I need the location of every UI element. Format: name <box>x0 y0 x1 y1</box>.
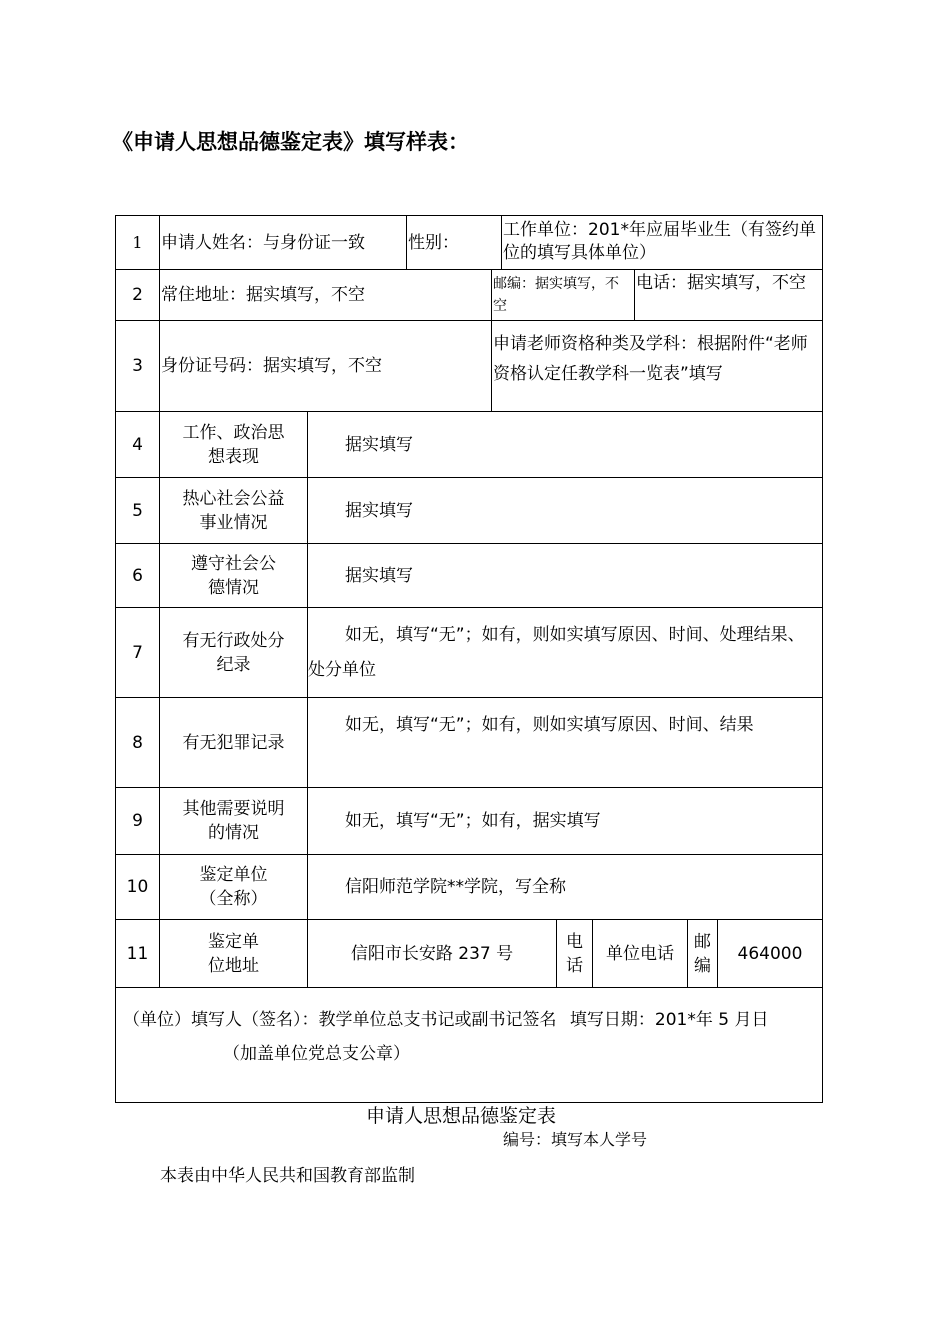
address-cell: 常住地址：据实填写，不空 <box>159 269 491 320</box>
row-number: 8 <box>116 697 159 787</box>
signer-line: （单位）填写人（签名）：教学单位总支书记或副书记签名 <box>123 1010 557 1030</box>
unit-postcode-value: 464000 <box>717 919 822 987</box>
social-ethics-value: 据实填写 <box>307 543 822 607</box>
other-notes-value: 如无，填写“无”；如有，据实填写 <box>307 787 822 854</box>
other-notes-label: 其他需要说明的情况 <box>159 787 307 854</box>
row-number: 10 <box>116 854 159 919</box>
unit-phone-label: 电话 <box>556 919 592 987</box>
row-number: 6 <box>116 543 159 607</box>
applicant-name-cell: 申请人姓名：与身份证一致 <box>159 216 406 269</box>
evaluating-unit-value: 信阳师范学院**学院，写全称 <box>307 854 822 919</box>
row-number: 2 <box>116 269 159 320</box>
administrative-penalty-label: 有无行政处分纪录 <box>159 607 307 697</box>
form-title: 申请人思想品德鉴定表 <box>366 1105 557 1127</box>
row-number: 9 <box>116 787 159 854</box>
form-code: 编号：填写本人学号 <box>503 1130 648 1149</box>
work-unit-cell: 工作单位：201*年应届毕业生（有签约单位的填写具体单位） <box>501 216 822 269</box>
evaluating-unit-label: 鉴定单位（全称） <box>159 854 307 919</box>
unit-address-value: 信阳市长安路 237 号 <box>307 919 556 987</box>
row-number: 7 <box>116 607 159 697</box>
gender-cell: 性别： <box>406 216 501 269</box>
row-number: 4 <box>116 411 159 477</box>
row-number: 5 <box>116 477 159 543</box>
public-welfare-label: 热心社会公益事业情况 <box>159 477 307 543</box>
public-welfare-value: 据实填写 <box>307 477 822 543</box>
qualification-cell: 申请老师资格种类及学科：根据附件“老师资格认定任教学科一览表”填写 <box>491 320 822 411</box>
fill-date: 填写日期：201*年 5 月日 <box>569 1010 769 1030</box>
row-number: 1 <box>132 233 143 252</box>
criminal-record-value: 如无，填写“无”；如有，则如实填写原因、时间、结果 <box>307 697 822 787</box>
seal-note: （加盖单位党总支公章） <box>223 1044 410 1064</box>
administrative-penalty-value: 如无，填写“无”；如有，则如实填写原因、时间、处理结果、处分单位 <box>307 607 822 697</box>
id-card-cell: 身份证号码：据实填写，不空 <box>159 320 491 411</box>
supervision-note: 本表由中华人民共和国教育部监制 <box>160 1166 415 1186</box>
unit-postcode-label: 邮编 <box>687 919 717 987</box>
page-title: 《申请人思想品德鉴定表》填写样表： <box>112 130 469 154</box>
postcode-cell: 邮编：据实填写，不空 <box>491 269 634 320</box>
political-performance-label: 工作、政治思想表现 <box>159 411 307 477</box>
row-number: 11 <box>116 919 159 987</box>
unit-address-label: 鉴定单位地址 <box>159 919 307 987</box>
criminal-record-label: 有无犯罪记录 <box>159 697 307 787</box>
signature-section <box>116 987 822 1102</box>
row-number: 3 <box>116 320 159 411</box>
evaluation-form-table <box>115 215 823 1103</box>
social-ethics-label: 遵守社会公德情况 <box>159 543 307 607</box>
unit-phone-value: 单位电话 <box>592 919 687 987</box>
political-performance-value: 据实填写 <box>307 411 822 477</box>
phone-cell: 电话：据实填写，不空 <box>634 269 822 320</box>
